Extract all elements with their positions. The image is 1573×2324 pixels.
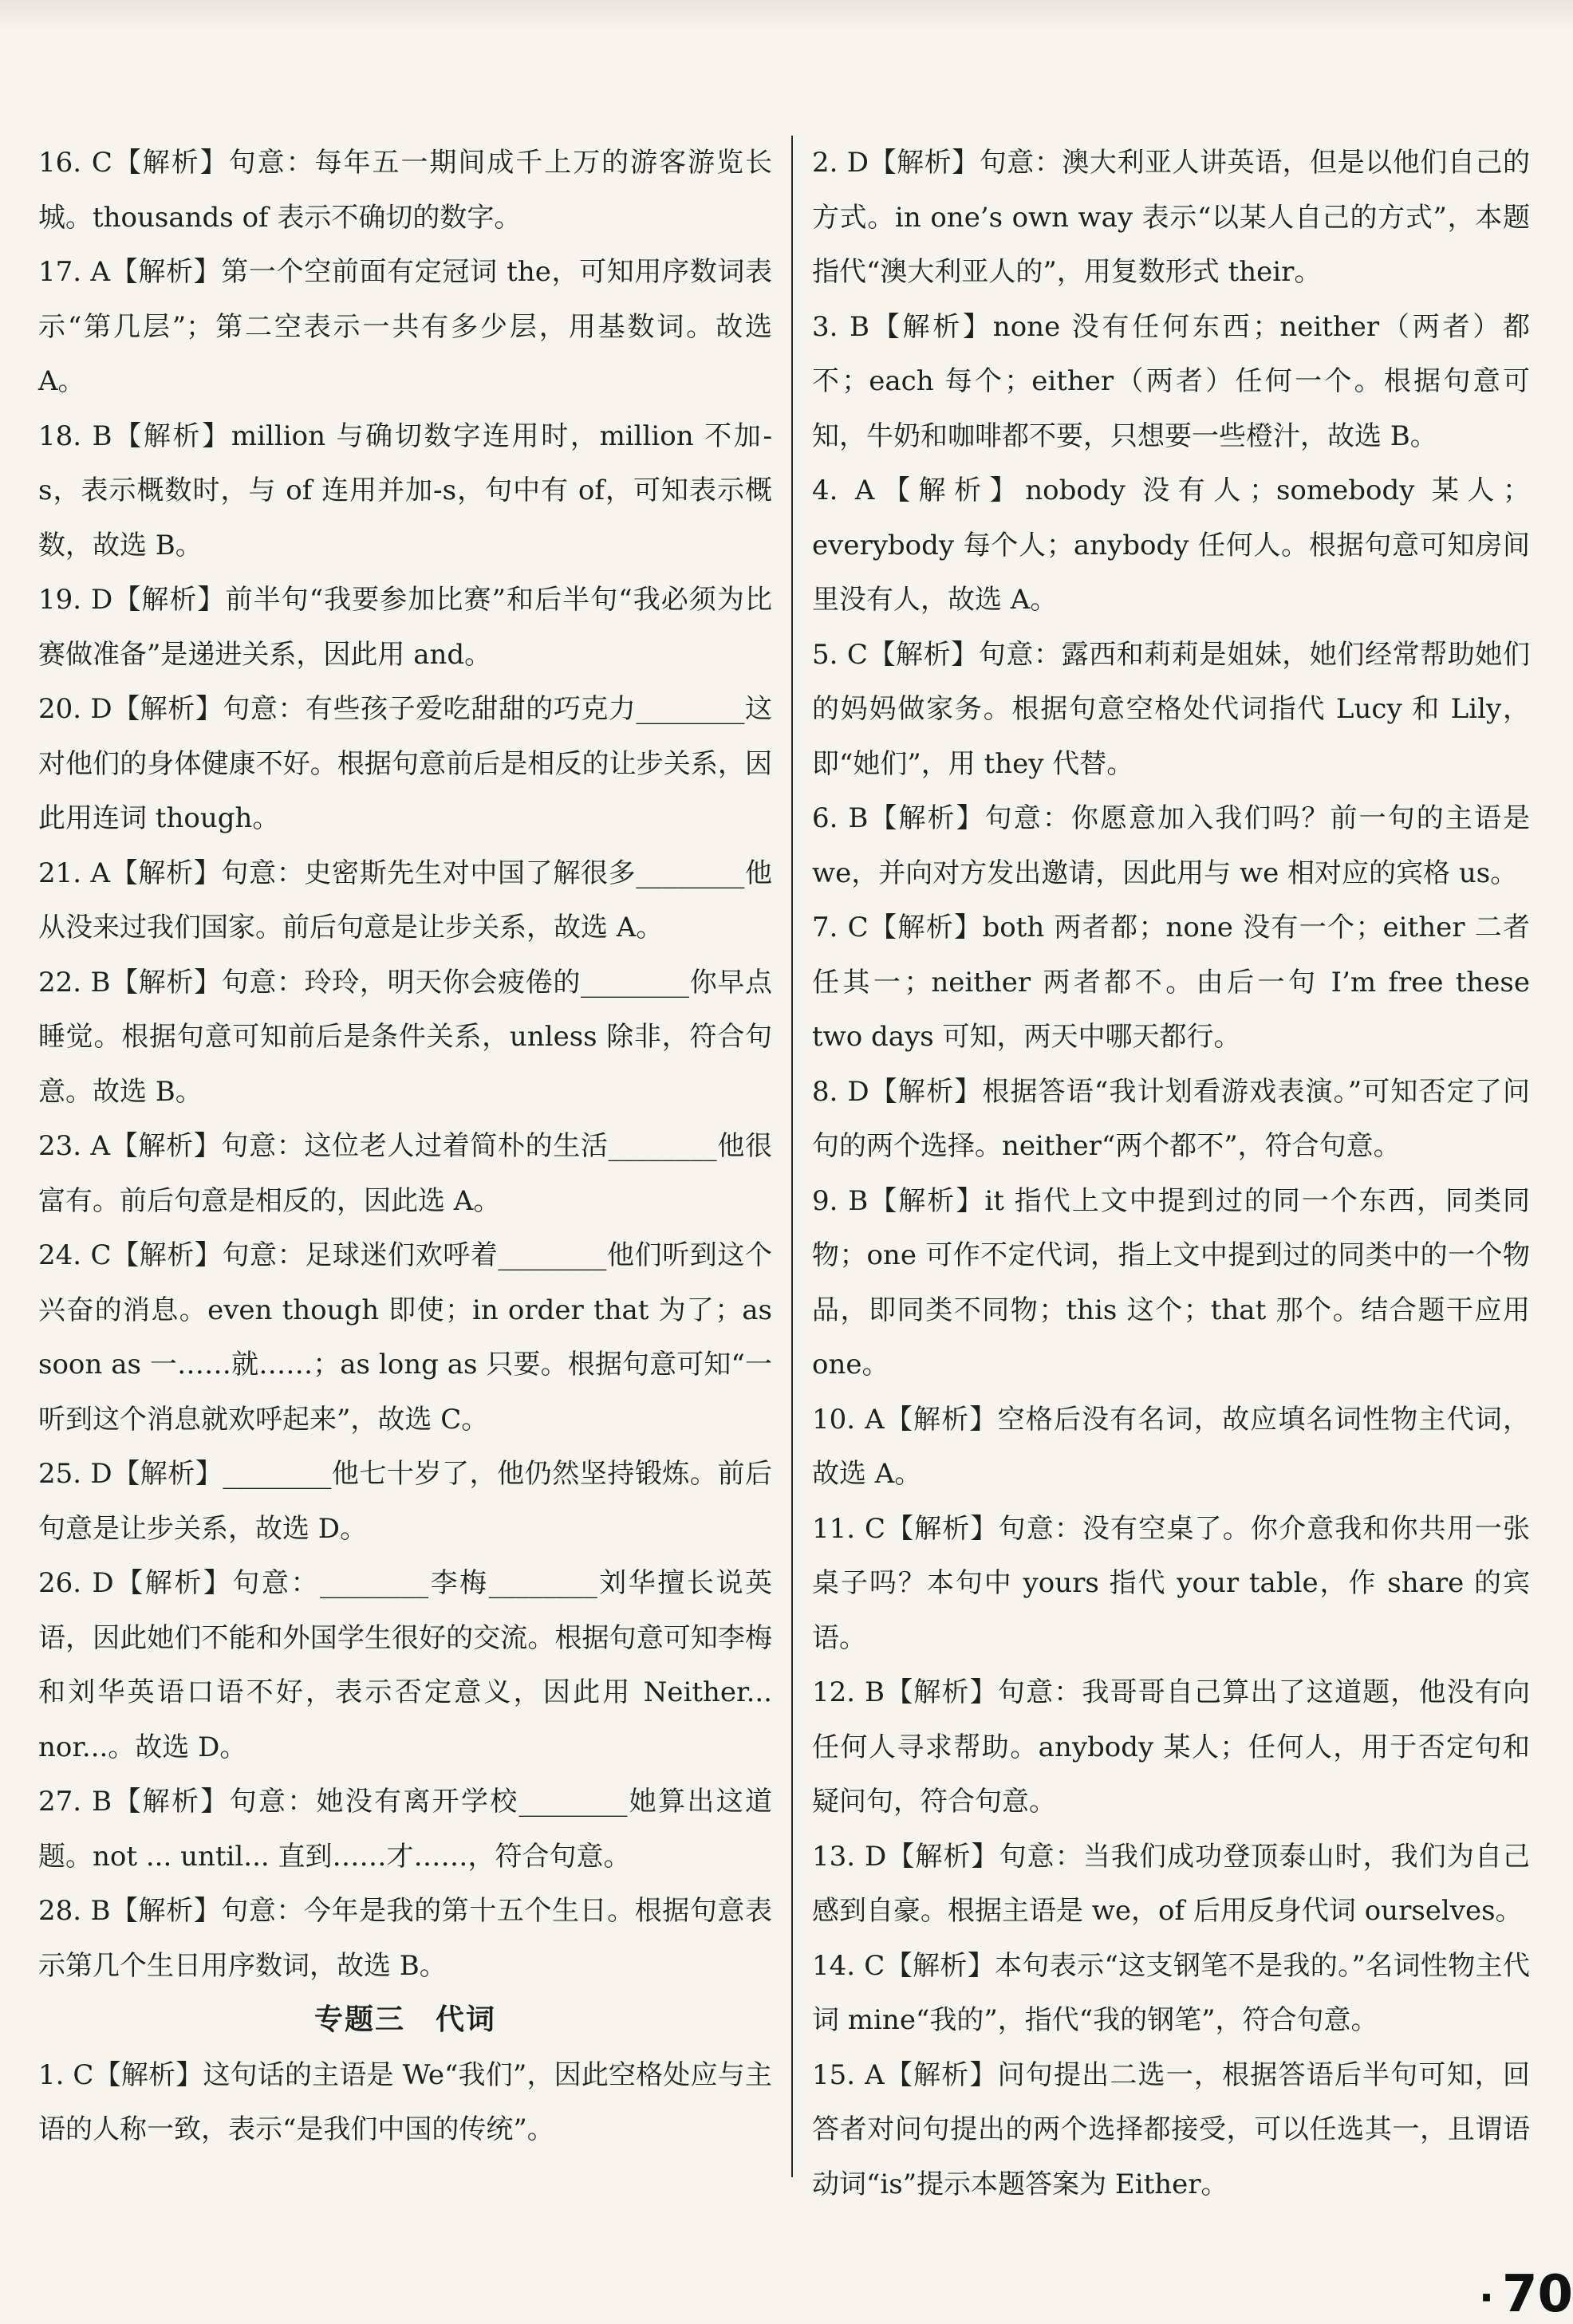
answer-item: 4. A【解析】nobody 没有人；somebody 某人；everybody 每个人；anybody 任何人。根据句意可知房间里没有人，故选 A。	[812, 475, 1530, 616]
answer-item: 6. B【解析】句意：你愿意加入我们吗？前一句的主语是 we，并向对方发出邀请，因此用与 we 相对应的宾格 us。	[812, 802, 1530, 889]
answer-item: 5. C【解析】句意：露西和莉莉是姐妹，她们经常帮助她们的妈妈做家务。根据句意空格处代词指代 Lucy 和 Lily，即“她们”，用 they 代替。	[812, 638, 1530, 780]
left-column	[38, 136, 772, 2157]
right-column	[812, 136, 1530, 2212]
answer-item: 22. B【解析】句意：玲玲，明天你会疲倦的________你早点睡觉。根据句意可知前后是条件关系，unless 除非，符合句意。故选 B。	[38, 966, 772, 1108]
answer-item: 1. C【解析】这句话的主语是 We“我们”，因此空格处应与主语的人称一致，表示“是我们中国的传统”。	[38, 2058, 772, 2145]
answer-item: 21. A【解析】句意：史密斯先生对中国了解很多________他从没来过我们国家。前后句意是让步关系，故选 A。	[38, 857, 772, 943]
page-number-value: 70	[1501, 2265, 1573, 2324]
answer-item: 27. B【解析】句意：她没有离开学校________她算出这道题。not ... until... 直到……才……，符合句意。	[38, 1786, 772, 1873]
answer-item: 2. D【解析】句意：澳大利亚人讲英语，但是以他们自己的方式。in one’s own way 表示“以某人自己的方式”，本题指代“澳大利亚人的”，用复数形式 their。	[812, 147, 1530, 288]
answer-item: 25. D【解析】________他七十岁了，他仍然坚持锻炼。前后句意是让步关系，故选 D。	[38, 1458, 772, 1545]
page-top-edge	[0, 0, 1573, 32]
section-title: 专题三 代词	[313, 2003, 496, 2036]
page-number	[1479, 2265, 1573, 2324]
answer-item: 28. B【解析】句意：今年是我的第十五个生日。根据句意表示第几个生日用序数词，故选 B。	[38, 1895, 772, 1982]
answer-item: 16. C【解析】句意：每年五一期间成千上万的游客游览长城。thousands of 表示不确切的数字。	[38, 147, 772, 234]
page-number-dot: ·	[1478, 2275, 1494, 2321]
answer-item: 12. B【解析】句意：我哥哥自己算出了这道题，他没有向任何人寻求帮助。anybody 某人；任何人，用于否定句和疑问句，符合句意。	[812, 1676, 1530, 1818]
answer-item: 11. C【解析】句意：没有空桌了。你介意我和你共用一张桌子吗？本句中 yours 指代 your table，作 share 的宾语。	[812, 1512, 1530, 1654]
answer-item: 18. B【解析】million 与确切数字连用时，million 不加-s，表示概数时，与 of 连用并加-s，句中有 of，可知表示概数，故选 B。	[38, 420, 772, 561]
answer-item: 15. A【解析】问句提出二选一，根据答语后半句可知，回答者对问句提出的两个选择都接受，可以任选其一，且谓语动词“is”提示本题答案为 Either。	[812, 2058, 1530, 2200]
answer-item: 24. C【解析】句意：足球迷们欢呼着________他们听到这个兴奋的消息。even though 即使；in order that 为了；as soon as 一……就……；as long as 只要。根据句意可知“一听到这个消息就欢呼起来”，故选 C。	[38, 1239, 772, 1436]
answer-item: 10. A【解析】空格后没有名词，故应填名词性物主代词，故选 A。	[812, 1403, 1530, 1490]
column-divider	[791, 136, 793, 2177]
answer-item: 19. D【解析】前半句“我要参加比赛”和后半句“我必须为比赛做准备”是递进关系，因此用 and。	[38, 584, 772, 671]
answer-item: 8. D【解析】根据答语“我计划看游戏表演。”可知否定了问句的两个选择。neither“两个都不”，符合句意。	[812, 1075, 1530, 1162]
answer-item: 3. B【解析】none 没有任何东西；neither（两者）都不；each 每个；either（两者）任何一个。根据句意可知，牛奶和咖啡都不要，只想要一些橙汁，故选 B。	[812, 310, 1530, 452]
answer-item: 23. A【解析】句意：这位老人过着简朴的生活________他很富有。前后句意是相反的，因此选 A。	[38, 1130, 772, 1217]
answer-item: 7. C【解析】both 两者都；none 没有一个；either 二者任其一；neither 两者都不。由后一句 I’m free these two days 可知，两天中哪天都行。	[812, 912, 1530, 1053]
answer-item: 9. B【解析】it 指代上文中提到过的同一个东西，同类同物；one 可作不定代词，指上文中提到过的同类中的一个物品，即同类不同物；this 这个；that 那个。结合题干应用 one。	[812, 1184, 1530, 1381]
answer-item: 20. D【解析】句意：有些孩子爱吃甜甜的巧克力________这对他们的身体健康不好。根据句意前后是相反的让步关系，因此用连词 though。	[38, 693, 772, 834]
answer-item: 14. C【解析】本句表示“这支钢笔不是我的。”名词性物主代词 mine“我的”，指代“我的钢笔”，符合句意。	[812, 1949, 1530, 2036]
answer-item: 26. D【解析】句意：________李梅________刘华擅长说英语，因此她们不能和外国学生很好的交流。根据句意可知李梅和刘华英语口语不好，表示否定意义，因此用 Neither... nor...。故选 D。	[38, 1567, 772, 1763]
answer-item: 13. D【解析】句意：当我们成功登顶泰山时，我们为自己感到自豪。根据主语是 we，of 后用反身代词 ourselves。	[812, 1840, 1530, 1927]
answer-item: 17. A【解析】第一个空前面有定冠词 the，可知用序数词表示“第几层”；第二空表示一共有多少层，用基数词。故选 A。	[38, 256, 772, 397]
